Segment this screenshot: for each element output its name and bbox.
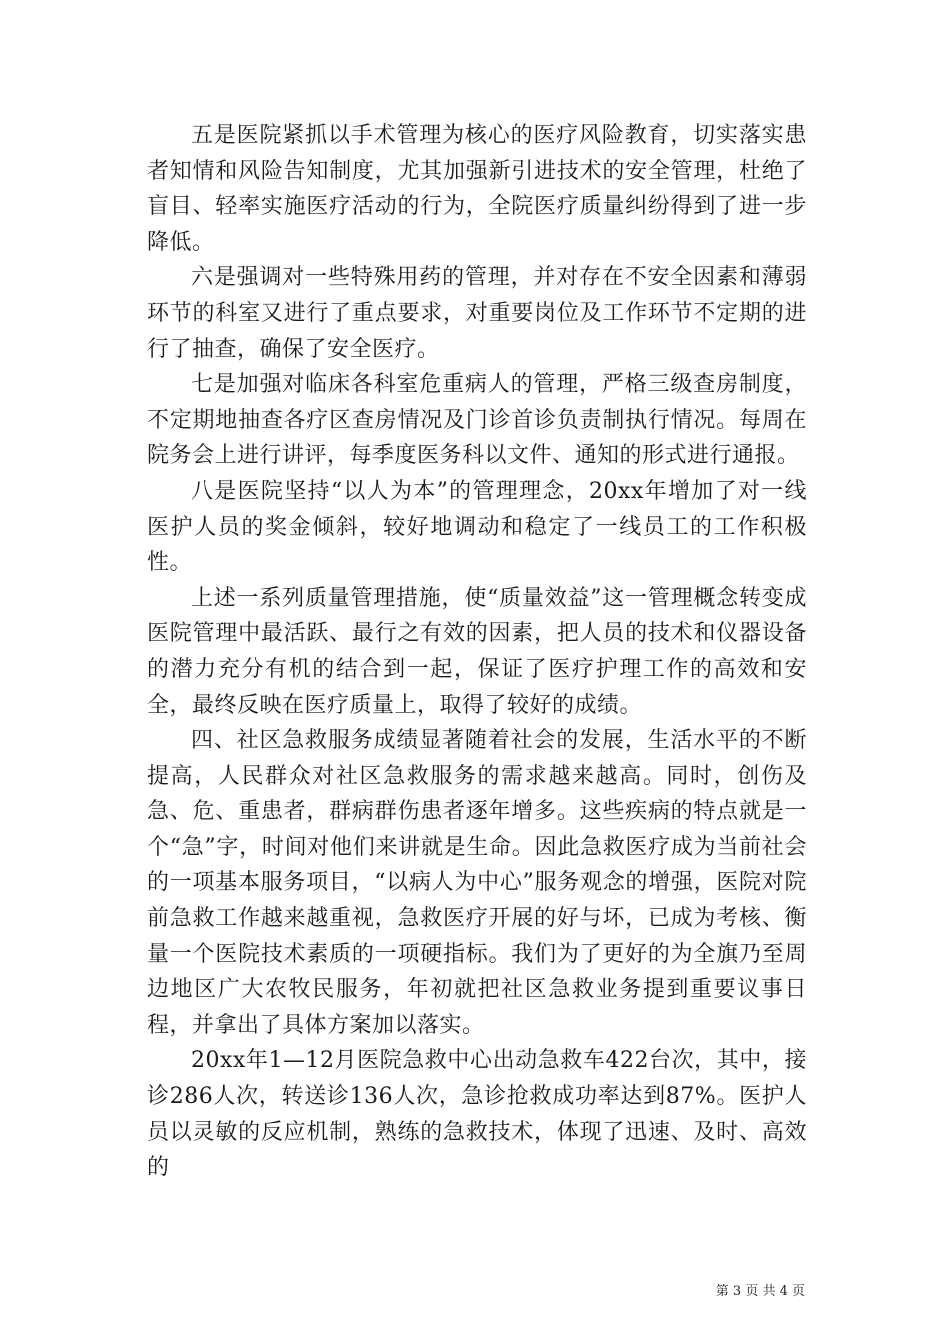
paragraph-summary: 上述一系列质量管理措施，使“质量效益”这一管理概念转变成医院管理中最活跃、最行之有效的因素，把人员的技术和仪器设备的潜力充分有机的结合到一起，保证了医疗护理工作的高效和安全，最终反映在医疗质量上，取得了较好的成绩。 [147, 585, 807, 718]
paragraph-7: 七是加强对临床各科室危重病人的管理，严格三级查房制度，不定期地抽查各疗区查房情况及门诊首诊负责制执行情况。每周在院务会上进行讲评，每季度医务科以文件、通知的形式进行通报。 [147, 372, 807, 469]
paragraph-emergency-stats: 20xx年1—12月医院急救中心出动急救车422台次，其中，接诊286人次，转送诊136人次，急诊抢救成功率达到87%。医护人员以灵敏的反应机制，熟练的急救技术，体现了迅速、及时、高效的 [147, 1048, 807, 1181]
paragraph-5: 五是医院紧抓以手术管理为核心的医疗风险教育，切实落实患者知情和风险告知制度，尤其加强新引进技术的安全管理，杜绝了盲目、轻率实施医疗活动的行为，全院医疗质量纠纷得到了进一步降低。 [147, 123, 807, 255]
paragraph-8: 八是医院坚持“以人为本”的管理理念，20xx年增加了对一线医护人员的奖金倾斜，较好地调动和稳定了一线员工的工作积极性。 [147, 478, 807, 576]
paragraph-6: 六是强调对一些特殊用药的管理，并对存在不安全因素和薄弱环节的科室又进行了重点要求，对重要岗位及工作环节不定期的进行了抽查，确保了安全医疗。 [147, 265, 807, 362]
document-body [147, 118, 807, 1186]
paragraph-section-4: 四、社区急救服务成绩显著随着社会的发展，生活水平的不断提高，人民群众对社区急救服务的需求越来越高。同时，创伤及急、危、重患者，群病群伤患者逐年增多。这些疾病的特点就是一个“急”字，时间对他们来讲就是生命。因此急救医疗成为当前社会的一项基本服务项目，“以病人为中心”服务观念的增强，医院对院前急救工作越来越重视，急救医疗开展的好与坏，已成为考核、衡量一个医院技术素质的一项硬指标。我们为了更好的为全旗乃至周边地区广大农牧民服务，年初就把社区急救业务提到重要议事日程，并拿出了具体方案加以落实。 [147, 728, 807, 1038]
page-number: 第 3 页 共 4 页 [715, 1284, 805, 1299]
